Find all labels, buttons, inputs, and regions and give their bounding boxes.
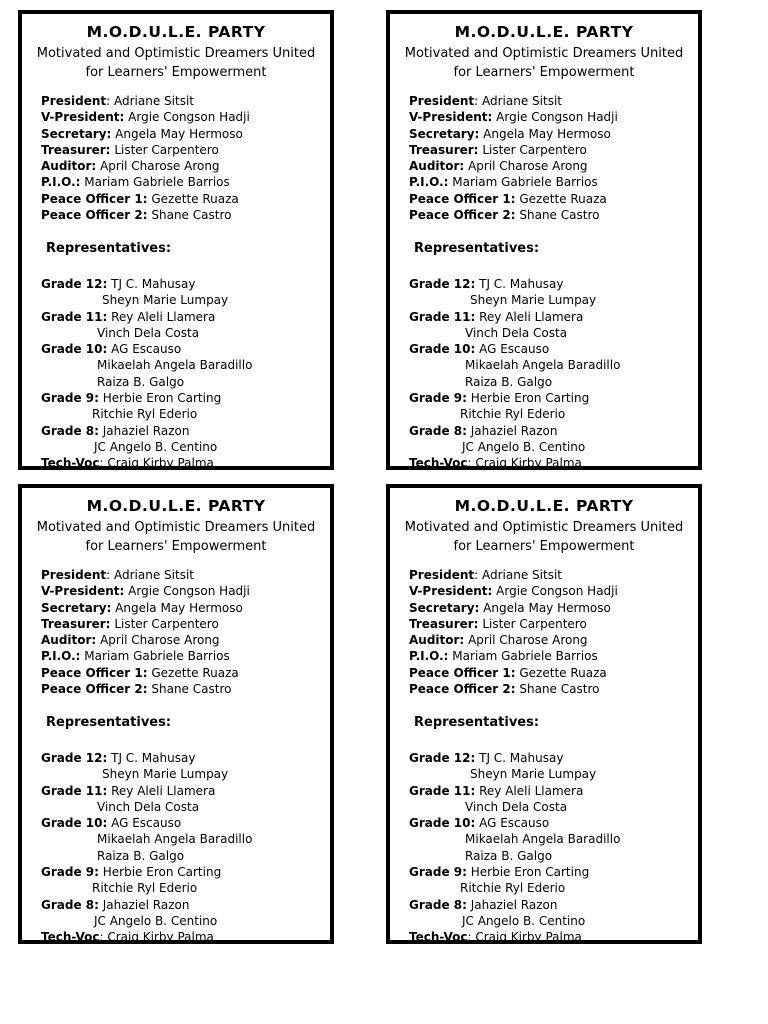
representatives-heading: Representatives: [46,241,172,256]
grade-label: Grade 11: [41,309,108,324]
representative-name-continued: Sheyn Marie Lumpay [470,293,597,308]
representative-name-continued: Sheyn Marie Lumpay [470,767,597,782]
party-subtitle: Motivated and Optimistic Dreamers United for Learners' Empowerment [404,46,684,80]
grade-label: Grade 10: [409,816,476,831]
grade-label: Grade 10: [41,816,108,831]
grade-row [41,783,252,799]
grade-row [409,783,620,799]
officer-row [409,632,618,648]
officer-name: Angela May Hermoso [115,600,243,615]
officer-role: Treasurer: [41,142,111,157]
representative-name: Rey Aleli Llamera [479,309,584,324]
officer-role: Secretary: [409,600,480,615]
officer-role: V-President: [409,110,493,125]
grade-label: Grade 9: [409,865,467,880]
officer-role: Auditor: [409,159,465,174]
officer-name: Adriane Sitsit [482,94,562,108]
officer-name: Mariam Gabriele Barrios [84,175,230,190]
party-card [386,484,702,944]
officer-role: President [41,568,107,582]
officer-role: P.I.O.: [409,649,449,664]
officer-row [409,191,618,207]
officer-row [41,191,250,207]
representative-name: TJ C. Mahusay [111,277,196,291]
officer-row [41,632,250,648]
officer-role: Peace Officer 1: [409,665,516,680]
representative-name-continued: Raiza B. Galgo [465,848,553,863]
representative-name-continued: Ritchie Ryl Ederio [92,881,198,896]
officer-role: Peace Officer 1: [41,191,148,206]
representative-name: Rey Aleli Llamera [111,783,216,798]
grade-label-sep: : [467,930,472,945]
grade-label: Grade 12: [409,751,476,765]
grade-label: Grade 10: [409,342,476,357]
officer-name: Gezette Ruaza [151,191,239,206]
representative-name: Jahaziel Razon [102,423,190,438]
officer-name: Argie Congson Hadji [128,110,250,125]
representative-name: AG Escauso [111,816,182,831]
officer-role-sep: : [474,568,479,582]
grade-row [41,341,252,357]
grade-row [41,815,252,831]
representative-name-continued: Ritchie Ryl Ederio [460,881,566,896]
representative-name-continued: Mikaelah Angela Baradillo [465,832,621,847]
representative-name-continued: Mikaelah Angela Baradillo [97,832,253,847]
officer-role: Secretary: [41,126,112,141]
representative-name: Herbie Eron Carting [470,865,590,880]
representative-name-continued: Mikaelah Angela Baradillo [97,358,253,373]
officer-name: Lister Carpentero [482,142,587,157]
grade-label: Grade 11: [41,783,108,798]
representative-name-continued: Raiza B. Galgo [465,374,553,389]
officer-row [409,158,618,174]
officer-name: Argie Congson Hadji [496,110,618,125]
grade-label: Grade 8: [41,897,99,912]
officer-name: Argie Congson Hadji [496,584,618,599]
representative-name: AG Escauso [479,816,550,831]
representative-name: AG Escauso [111,342,182,357]
officer-row [41,665,250,681]
officer-name: April Charose Arong [468,159,588,174]
officer-row [409,616,618,632]
grade-label-sep: : [467,456,472,471]
grade-row [409,897,620,913]
officer-name: Argie Congson Hadji [128,584,250,599]
officer-name: April Charose Arong [468,633,588,648]
officers-list [409,93,618,223]
officer-row [41,681,250,697]
grade-row [409,276,620,292]
grade-row [409,815,620,831]
representative-name: Jahaziel Razon [470,423,558,438]
officer-name: Angela May Hermoso [483,126,611,141]
representative-name-continued: JC Angelo B. Centino [94,913,218,928]
party-subtitle: Motivated and Optimistic Dreamers United for Learners' Empowerment [404,520,684,554]
officer-row [41,174,250,190]
officers-list [41,93,250,223]
representative-name: Craig Kirby Palma [475,456,582,471]
representative-name-continued: Vinch Dela Costa [97,799,200,814]
grade-row [409,929,620,945]
officer-role: Peace Officer 1: [41,665,148,680]
officer-role: Treasurer: [41,616,111,631]
officer-role: President [409,568,475,582]
officer-role: P.I.O.: [409,175,449,190]
party-subtitle: Motivated and Optimistic Dreamers United for Learners' Empowerment [36,520,316,554]
officer-role: Treasurer: [409,616,479,631]
grade-label: Grade 8: [41,423,99,438]
officer-role: V-President: [409,584,493,599]
representatives-list [409,276,620,472]
grade-row [409,390,620,406]
representative-name-continued: JC Angelo B. Centino [462,439,586,454]
grade-label: Grade 8: [409,897,467,912]
officer-role: P.I.O.: [41,175,81,190]
grade-row [41,864,252,880]
officer-row [409,93,618,109]
officer-name: Gezette Ruaza [519,191,607,206]
representative-name-continued: Vinch Dela Costa [465,325,568,340]
representative-name: Herbie Eron Carting [102,391,222,406]
officer-row [409,567,618,583]
officer-role-sep: : [474,94,479,108]
grade-row [41,423,252,439]
representative-name: Craig Kirby Palma [107,456,214,471]
grade-row [41,455,252,471]
party-title: M.O.D.U.L.E. PARTY [86,497,266,515]
officer-role: Peace Officer 2: [409,682,516,697]
officer-name: Gezette Ruaza [519,665,607,680]
representative-name: TJ C. Mahusay [479,277,564,291]
grade-row [41,309,252,325]
representatives-heading: Representatives: [414,715,540,730]
representative-name-continued: JC Angelo B. Centino [462,913,586,928]
officer-row [409,126,618,142]
officer-role: P.I.O.: [41,649,81,664]
grade-label: Grade 9: [409,391,467,406]
officer-name: Lister Carpentero [114,142,219,157]
officer-row [409,648,618,664]
party-title: M.O.D.U.L.E. PARTY [86,23,266,41]
grade-label: Tech-Voc [41,456,100,471]
representatives-list [41,276,252,472]
officer-row [41,126,250,142]
representative-name: TJ C. Mahusay [479,751,564,765]
officer-role-sep: : [106,568,111,582]
grade-label: Grade 12: [409,277,476,291]
officer-name: Adriane Sitsit [114,94,194,108]
officer-row [409,174,618,190]
party-title: M.O.D.U.L.E. PARTY [454,497,634,515]
officer-name: Shane Castro [151,682,232,697]
grade-label: Grade 9: [41,391,99,406]
representative-name-continued: Vinch Dela Costa [97,325,200,340]
officer-name: Angela May Hermoso [115,126,243,141]
officer-role: Treasurer: [409,142,479,157]
officer-name: April Charose Arong [100,633,220,648]
officer-name: Adriane Sitsit [114,568,194,582]
officer-row [41,616,250,632]
grade-row [41,750,252,766]
representatives-list [41,750,252,946]
representative-name: Rey Aleli Llamera [479,783,584,798]
grade-row [409,455,620,471]
officer-row [41,109,250,125]
officer-role: Peace Officer 2: [409,208,516,223]
grade-row [41,276,252,292]
officer-role: Auditor: [409,633,465,648]
officer-name: Adriane Sitsit [482,568,562,582]
officer-role: Auditor: [41,633,97,648]
officers-list [41,567,250,697]
party-card [18,10,334,470]
party-card [18,484,334,944]
grade-label: Tech-Voc [41,930,100,945]
representative-name-continued: Ritchie Ryl Ederio [92,407,198,422]
grade-row [409,423,620,439]
representatives-heading: Representatives: [46,715,172,730]
representative-name: Jahaziel Razon [470,897,558,912]
grade-label: Grade 10: [41,342,108,357]
officer-name: Mariam Gabriele Barrios [84,649,230,664]
party-card [386,10,702,470]
officer-role: V-President: [41,584,125,599]
representative-name-continued: Vinch Dela Costa [465,799,568,814]
representative-name-continued: Sheyn Marie Lumpay [102,767,229,782]
officer-role: President [41,94,107,108]
representative-name: AG Escauso [479,342,550,357]
officer-name: Shane Castro [519,682,600,697]
officer-name: Mariam Gabriele Barrios [452,175,598,190]
officer-name: April Charose Arong [100,159,220,174]
officer-name: Angela May Hermoso [483,600,611,615]
officer-row [409,665,618,681]
officer-name: Lister Carpentero [482,616,587,631]
grade-label: Grade 9: [41,865,99,880]
representatives-heading: Representatives: [414,241,540,256]
representative-name-continued: Raiza B. Galgo [97,374,185,389]
officer-role: Peace Officer 2: [41,208,148,223]
party-title: M.O.D.U.L.E. PARTY [454,23,634,41]
officer-name: Mariam Gabriele Barrios [452,649,598,664]
grade-row [409,341,620,357]
officer-row [409,681,618,697]
representatives-list [409,750,620,946]
grade-label: Grade 11: [409,783,476,798]
officer-name: Gezette Ruaza [151,665,239,680]
officer-row [409,109,618,125]
representative-name: Herbie Eron Carting [470,391,590,406]
officer-row [41,93,250,109]
officer-name: Lister Carpentero [114,616,219,631]
representative-name: Herbie Eron Carting [102,865,222,880]
representative-name: TJ C. Mahusay [111,751,196,765]
grade-label: Grade 11: [409,309,476,324]
officer-role: President [409,94,475,108]
officer-role: V-President: [41,110,125,125]
representative-name: Craig Kirby Palma [475,930,582,945]
grade-label: Grade 8: [409,423,467,438]
grade-label: Grade 12: [41,277,108,291]
officer-row [41,158,250,174]
representative-name: Jahaziel Razon [102,897,190,912]
representative-name-continued: Ritchie Ryl Ederio [460,407,566,422]
officer-role-sep: : [106,94,111,108]
officer-row [41,567,250,583]
officer-role: Peace Officer 1: [409,191,516,206]
officer-role: Secretary: [409,126,480,141]
representative-name-continued: Mikaelah Angela Baradillo [465,358,621,373]
grade-row [41,390,252,406]
officer-row [41,600,250,616]
representative-name-continued: Raiza B. Galgo [97,848,185,863]
officer-role: Secretary: [41,600,112,615]
officer-role: Auditor: [41,159,97,174]
grade-row [409,864,620,880]
grade-row [409,750,620,766]
officer-role: Peace Officer 2: [41,682,148,697]
officer-row [41,583,250,599]
officer-name: Shane Castro [519,208,600,223]
officer-name: Shane Castro [151,208,232,223]
grade-row [41,897,252,913]
representative-name-continued: JC Angelo B. Centino [94,439,218,454]
officer-row [41,207,250,223]
party-subtitle: Motivated and Optimistic Dreamers United for Learners' Empowerment [36,46,316,80]
officer-row [409,583,618,599]
officer-row [41,142,250,158]
officer-row [409,600,618,616]
officers-list [409,567,618,697]
grade-row [409,309,620,325]
representative-name: Rey Aleli Llamera [111,309,216,324]
representative-name: Craig Kirby Palma [107,930,214,945]
grade-label: Tech-Voc [409,456,468,471]
officer-row [409,207,618,223]
grade-label: Tech-Voc [409,930,468,945]
grade-label: Grade 12: [41,751,108,765]
officer-row [41,648,250,664]
grade-row [41,929,252,945]
grade-label-sep: : [99,930,104,945]
grade-label-sep: : [99,456,104,471]
representative-name-continued: Sheyn Marie Lumpay [102,293,229,308]
officer-row [409,142,618,158]
